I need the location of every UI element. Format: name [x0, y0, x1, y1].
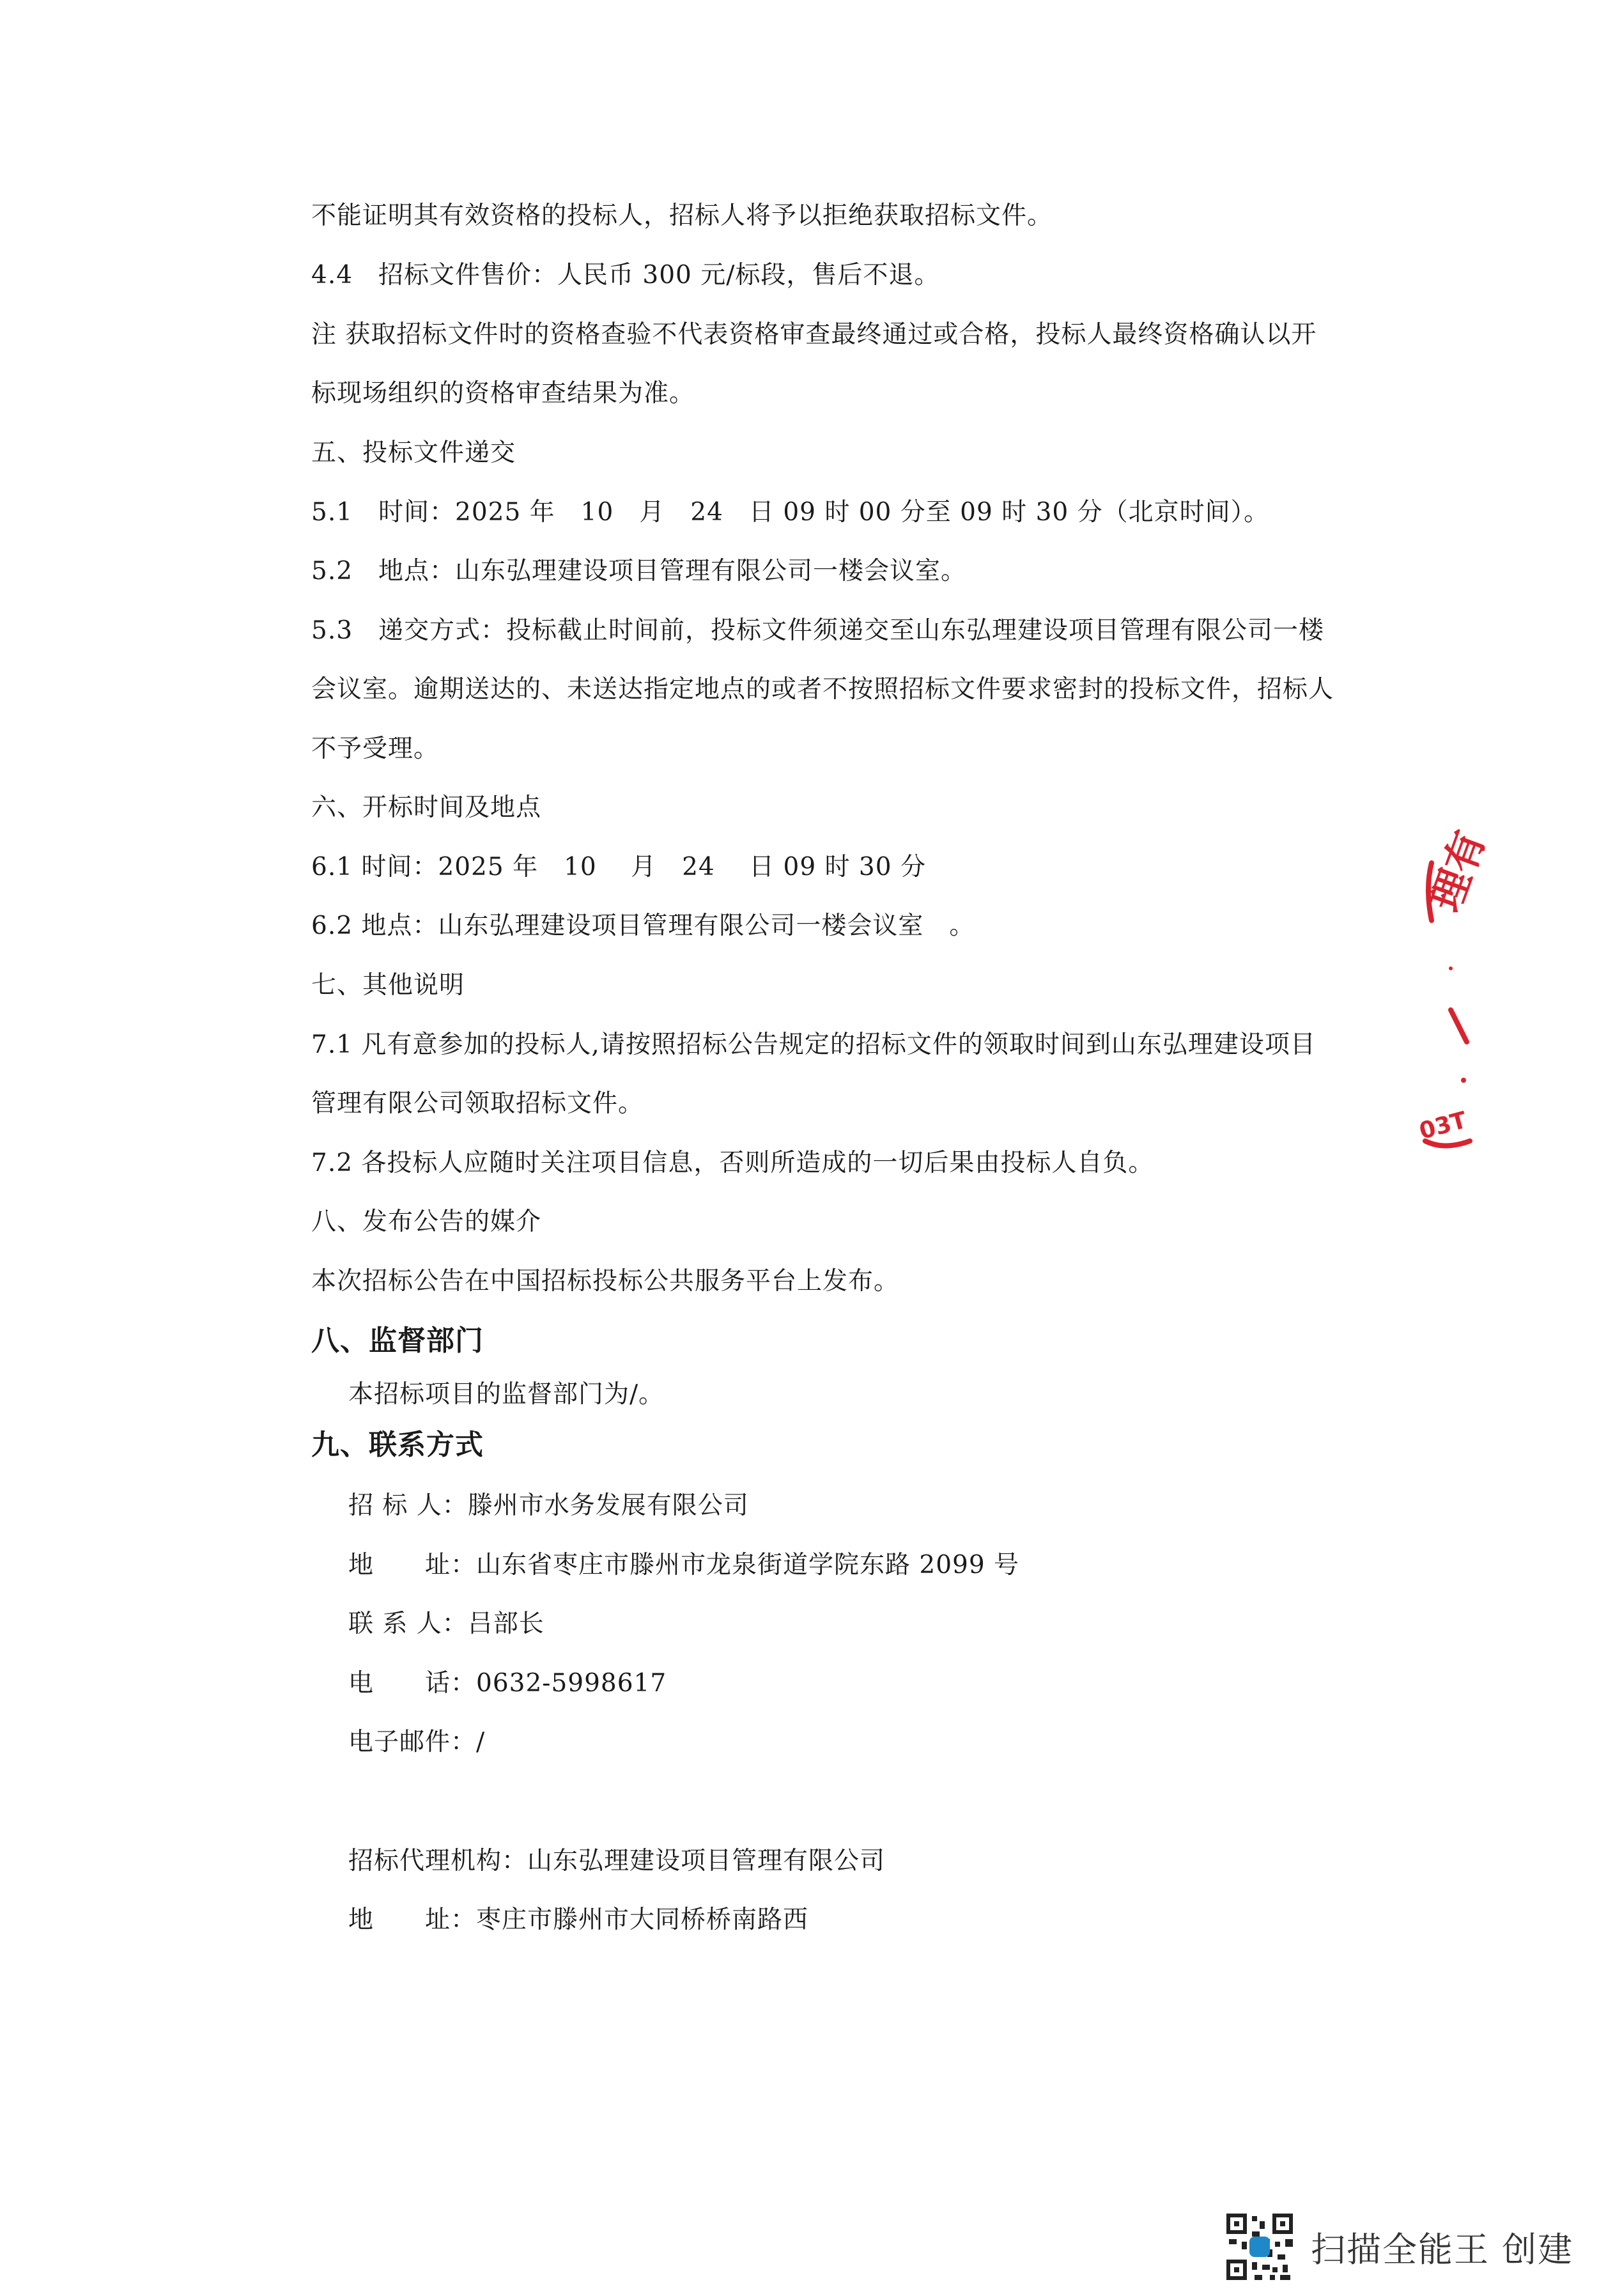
agency-address-label: 地 址：: [348, 1905, 477, 1934]
paragraph: 管理有限公司领取招标文件。: [311, 1089, 644, 1118]
address-value: 山东省枣庄市滕州市龙泉街道学院东路 2099 号: [476, 1551, 1020, 1579]
contact-agency-address: [348, 1904, 808, 1937]
supervision-text: 本招标项目的监督部门为/。: [348, 1380, 665, 1409]
seal-number-text: 03T: [1416, 1107, 1470, 1145]
paragraph: 5.3 递交方式：投标截止时间前，投标文件须递交至山东弘理建设项目管理有限公司一楼: [311, 616, 1325, 645]
contact-heading: 九、联系方式: [311, 1429, 484, 1461]
paragraph: 6.2 地点：山东弘理建设项目管理有限公司一楼会议室 。: [311, 911, 975, 940]
agency-address-value: 枣庄市滕州市大同桥桥南路西: [476, 1905, 809, 1934]
tenderer-label: 招 标 人：: [348, 1491, 468, 1520]
tenderer-value: 滕州市水务发展有限公司: [467, 1491, 749, 1520]
contact-address: [348, 1549, 1019, 1582]
email-value: /: [476, 1728, 486, 1757]
contact-phone: [348, 1667, 667, 1700]
paragraph: 4.4 招标文件售价：人民币 300 元/标段，售后不退。: [311, 261, 940, 290]
qr-code-icon: [1224, 2211, 1295, 2283]
agency-value: 山东弘理建设项目管理有限公司: [527, 1847, 886, 1875]
section-heading: 八、发布公告的媒介: [311, 1207, 542, 1236]
contact-email: [348, 1726, 485, 1759]
paragraph: 5.2 地点：山东弘理建设项目管理有限公司一楼会议室。: [311, 557, 967, 586]
person-value: 吕部长: [467, 1610, 545, 1638]
paragraph: 不能证明其有效资格的投标人，招标人将予以拒绝获取招标文件。: [311, 201, 1053, 230]
paragraph: 注 获取招标文件时的资格查验不代表资格审查最终通过或合格，投标人最终资格确认以开: [311, 320, 1317, 349]
phone-label: 电 话：: [348, 1669, 477, 1698]
paragraph: 5.1 时间：2025 年 10 月 24 日 09 时 00 分至 09 时 30 分（北京时间）。: [311, 498, 1270, 527]
paragraph: 会议室。逾期送达的、未送达指定地点的或者不按照招标文件要求密封的投标文件，招标人: [311, 675, 1334, 704]
paragraph: 标现场组织的资格审查结果为准。: [311, 379, 695, 408]
paragraph: 6.1 时间：2025 年 10 月 24 日 09 时 30 分: [311, 853, 926, 881]
official-seal-fragment: [1406, 825, 1495, 1183]
paragraph: 不予受理。: [311, 734, 440, 763]
contact-tenderer: [348, 1489, 749, 1523]
seal-fragment-text: 理有: [1422, 825, 1495, 918]
section-heading: 五、投标文件递交: [311, 438, 516, 467]
paragraph: 7.1 凡有意参加的投标人,请按照招标公告规定的招标文件的领取时间到山东弘理建设项目: [311, 1030, 1316, 1059]
email-label: 电子邮件：: [348, 1728, 477, 1757]
address-label: 地 址：: [348, 1551, 477, 1579]
section-heading: 七、其他说明: [311, 971, 465, 1000]
paragraph: 本次招标公告在中国招标投标公共服务平台上发布。: [311, 1267, 900, 1296]
section-heading: 六、开标时间及地点: [311, 793, 542, 822]
agency-label: 招标代理机构：: [348, 1847, 528, 1875]
scanner-badge-text: 扫描全能王 创建: [1311, 2229, 1574, 2270]
contact-agency: [348, 1845, 885, 1878]
supervision-heading: 八、监督部门: [311, 1324, 484, 1357]
contact-person: [348, 1608, 545, 1641]
person-label: 联 系 人：: [348, 1610, 468, 1638]
scanner-badge: [1224, 2208, 1573, 2285]
paragraph: 7.2 各投标人应随时关注项目信息，否则所造成的一切后果由投标人自负。: [311, 1149, 1154, 1177]
phone-value: 0632-5998617: [476, 1669, 667, 1698]
